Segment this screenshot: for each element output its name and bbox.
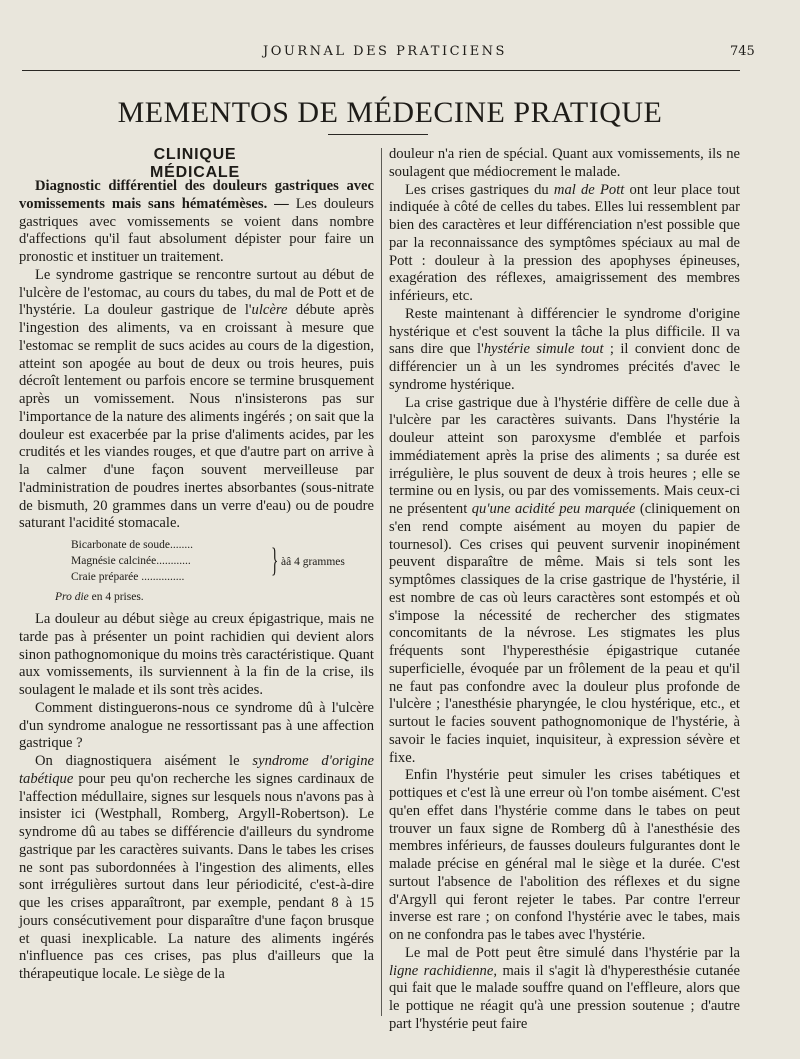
paragraph-pain-onset: La douleur au début siège au creux épigastrique, mais ne tarde pas à présenter un point rachidien qui devient alors sinon pathognomonique du moins très caractéristique. Quant aux vomissements, ils surviennent à la fin de la crise, ils soulagent le malade et ils sont très acides.: [19, 611, 374, 698]
title-rule: [328, 134, 428, 135]
paragraph-tabes: [19, 753, 374, 984]
text-run: pour peu qu'on recherche les signes cardinaux de l'affection médullaire, signes sur lesquels nous n'avons pas à insister ici (Westphall, Romberg, Argyll-Robertson). Le syndrome dû au tabes se différencie d'ailleurs du syndrome gastrique par les caractères suivants. Dans le tabes les crises ne sont pas subordonnées à l'ingestion des aliments, elles sont irrégulières surtout dans leur périodicité, c'est-à-dire que les crises apparaîtront, par exemple, pendant 8 à 15 jours consécutivement pour disparaître d'une façon brusque et quasi inexplicable. La nature des aliments ingérés n'influence pas ces crises, pas plus d'ailleurs que la thérapeutique locale. Le siège de la: [19, 770, 374, 982]
rx-dosage-note: [55, 589, 144, 605]
intro-text: Les douleurs gastriques avec vomissements se voient dans nombre d'affections qu'il faut absolument dépister pour faire un pronostic et instituer un traitement.: [19, 195, 374, 265]
prescription: [49, 537, 374, 609]
rx-line-2: Magnésie calcinée............: [71, 555, 191, 567]
paragraph-simulation: Enfin l'hystérie peut simuler les crises tabétiques et pottiques et c'est là une erreur où l'on tombe aisément. C'est qu'en effet dans l'hystérie comme dans le tabes on peut trouver un faux signe de Romberg dû à l'anesthésie des membres inférieurs, de fausses douleurs fulgurantes dont le malade précise en général mal le siège et la durée. C'est surtout l'absence de l'abolition des réflexes et du signe d'Argyll qui feront rejeter le tabes. Par contre l'erreur inverse est rare ; on confond l'hystérie avec le tabes, mais on ne confondra pas le tabes avec l'hystérie.: [389, 767, 740, 943]
rx-dose: àâ 4 grammes: [281, 556, 345, 568]
text-run: Le syndrome gastrique se rencontre surtout au début de l'ulcère de l'estomac, au cours du tabes, du mal de Pott et de l'hystérie. La douleur gastrique de l': [19, 266, 374, 319]
text-run: ont leur place tout indiquée à côté de celles du tabes. Elles lui ressemblent par bien des caractères et leur différenciation n'est possible que par la reconnaissance des symptômes spéciaux au mal de Pott : douleur à la pression des apophyses épineuses, exagération des réflexes, amaigrissement des membres inférieurs, etc.: [389, 181, 740, 304]
column-divider: [381, 148, 382, 1016]
right-column: [389, 146, 740, 1034]
emphasis: ulcère: [251, 302, 288, 319]
paragraph-intro: [19, 178, 374, 267]
text-run: en 4 prises.: [88, 591, 144, 603]
emphasis: mal de Pott: [553, 181, 625, 198]
text-run: Le mal de Pott peut être simulé dans l'hystérie par la: [405, 944, 740, 961]
section-heading: CLINIQUE MÉDICALE: [150, 146, 240, 181]
brace-icon: }: [271, 542, 279, 579]
text-run: Les crises gastriques du: [405, 181, 554, 198]
text-run: débute après l'ingestion des aliments, va en croissant à mesure que l'estomac se remplit de sucs acides au cours de la digestion, atteint son apogée au bout de deux ou trois heures, puis décroît lentement ou parfois encore se termine brusquement après un vomissement. Nous n'insisterons pas sur l'importance de la nature des aliments ingérés ; on sait que la douleur est exacerbée par la prise d'aliments acides, par les crudités et les viandes rouges, et que d'autre part on arrive à la calmer d'une façon souvent merveilleuse par l'administration de poudres inertes absorbantes (sous-nitrate de bismuth, 20 grammes dans un verre d'eau) ou de poudre saturant l'acidité stomacale.: [19, 302, 374, 532]
paragraph-pott: [389, 182, 740, 306]
header-rule: [22, 70, 740, 71]
text-run: ; il convient donc de différencier un à un les syndromes précités d'avec le syndrome hystérique.: [389, 341, 740, 393]
emphasis: qu'une acidité peu marquée: [471, 501, 636, 517]
paragraph-pott-simulation: [389, 945, 740, 1034]
left-column: [19, 178, 374, 984]
journal-title: JOURNAL DES PRATICIENS: [263, 44, 507, 59]
text-run: On diagnostiquera aisément le: [35, 753, 253, 769]
text-run: La crise gastrique due à l'hystérie diffère de celle due à l'ulcère par les caractères suivants. Dans l'hystérie la douleur atteint son paroxysme d'emblée et parfois immédiatement après la prise des aliments ; sa durée est irrégulière, le plus souvent de deux à trois heures ; elle se termine ou en lysis, ou par des vomissements. Mais ceux-ci ne présentent: [389, 394, 740, 517]
text-run: , mais il s'agit là d'hyperesthésie cutanée qui fait que le malade souffre quand on l'effleure, alors que le pottique ne réagit qu'à une pression soutenue ; d'autre part l'hystérie peut faire: [389, 962, 740, 1032]
rx-line-3: Craie préparée ...............: [71, 571, 185, 583]
running-head: [0, 44, 800, 64]
paragraph-continued: douleur n'a rien de spécial. Quant aux vomissements, ils ne soulagent que médiocrement le malade.: [389, 146, 740, 180]
paragraph-hysteria-intro: [389, 306, 740, 395]
emphasis: Pro die: [55, 591, 89, 603]
emphasis: hystérie simule tout: [483, 341, 604, 358]
article-heading: Diagnostic différentiel des douleurs gastriques avec vomissements mais sans hématémèses. —: [19, 178, 374, 212]
text-run: Reste maintenant à différencier le syndrome d'origine hystérique et c'est souvent la tâche la plus difficile. Il va sans dire que l': [389, 305, 740, 358]
paragraph-question: Comment distinguerons-nous ce syndrome dû à l'ulcère d'un syndrome analogue ne ressortissant pas à une affection gastrique ?: [19, 699, 374, 752]
page-title: MEMENTOS DE MÉDECINE PRATIQUE: [117, 96, 663, 129]
page-number: 745: [730, 44, 755, 59]
emphasis: ligne rachidienne: [389, 962, 494, 979]
text-run: (cliniquement on s'en rend compte aisément au moyen du papier de tournesol). Ces crises qui peuvent survenir inopinément peuvent disparaître de même. Mais si tels sont les symptômes classiques de la crise gastrique de l'hystérie, il est nombre de cas où leurs caractères sont estompés et où s'impose la nécessité de rechercher des stigmates concomitants de la névrose. Les stigmates les plus fréquents sont l'hyperesthésie épigastrique cutanée superficielle, évoquée par un frôlement de la peau et qu'il ne faut pas confondre avec la douleur plus profonde de l'ulcère ; l'anesthésie pharyngée, le clou hystérique, etc., et surtout le facies souvent pathognomonique de l'hystérie, à savoir le facies inquiet, inquisiteur, à expression sévère et fixe.: [389, 501, 740, 766]
paragraph-hysteria-crisis: [389, 395, 740, 768]
emphasis: syndrome d'origine tabétique: [19, 753, 374, 787]
rx-line-1: Bicarbonate de soude........: [71, 539, 193, 551]
paragraph-ulcer: [19, 267, 374, 533]
